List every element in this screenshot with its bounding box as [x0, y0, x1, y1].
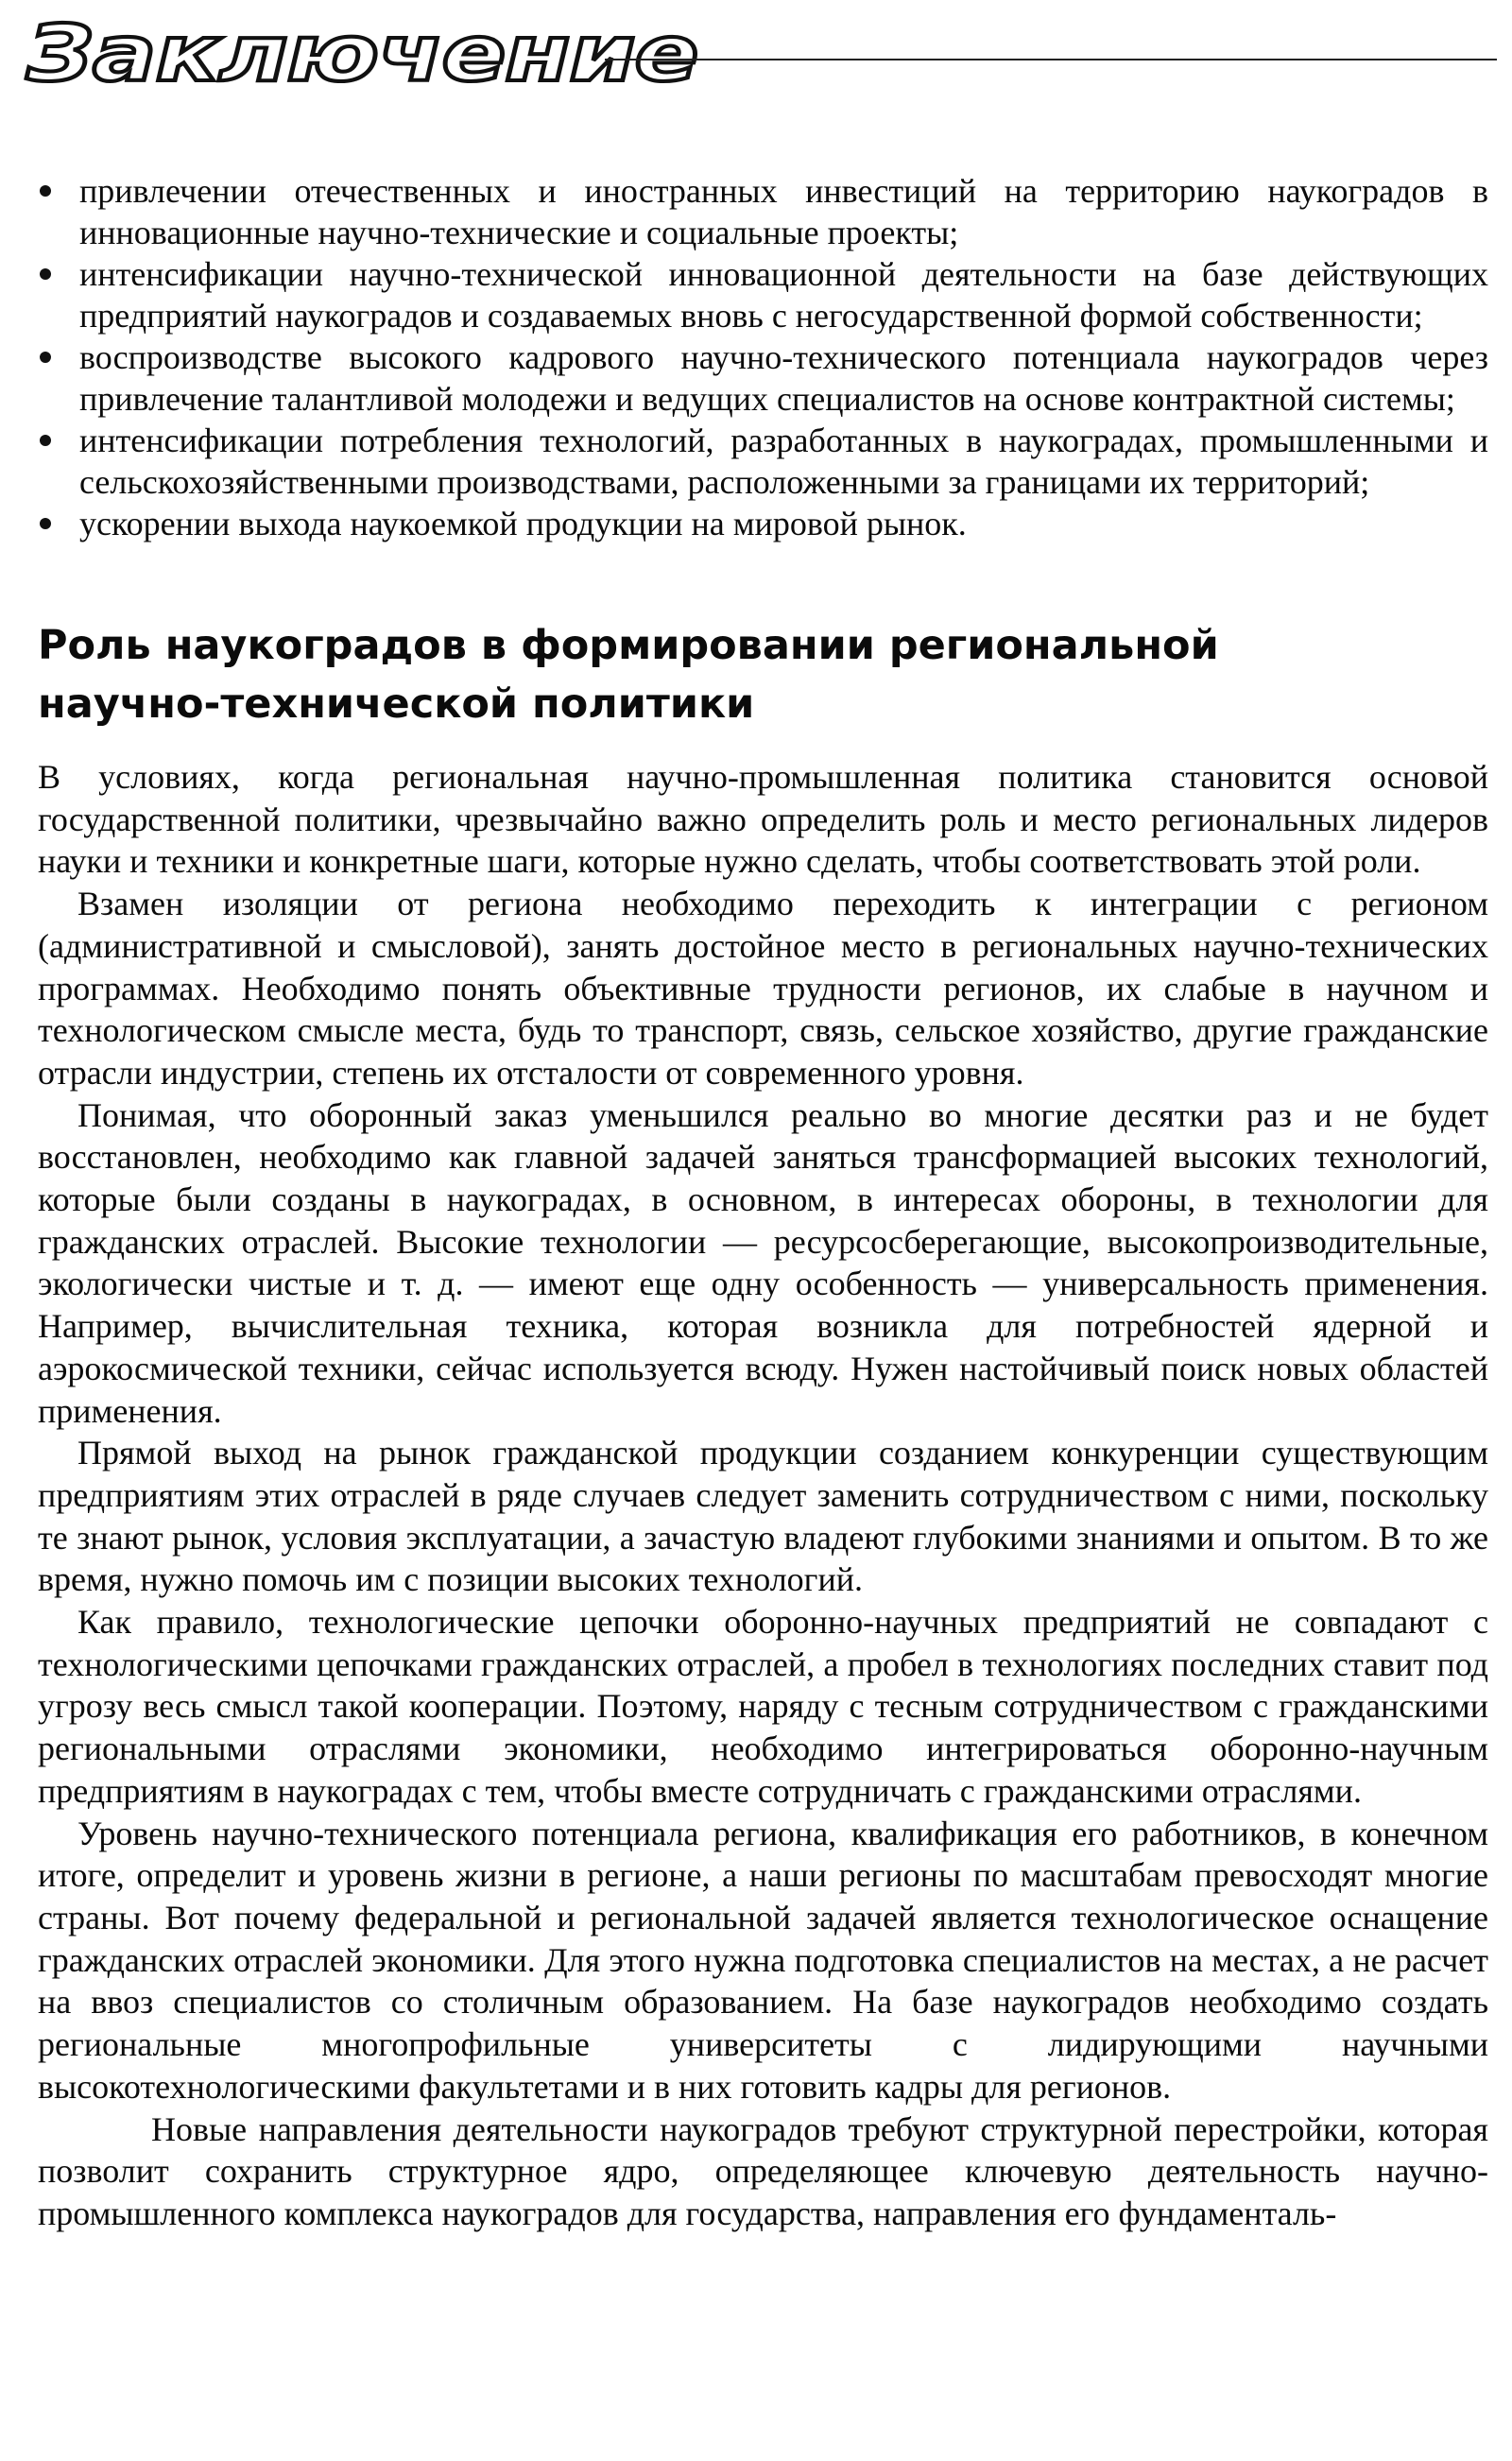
bullet-item: интенсификации научно-технической инновационной деятельности на базе действующих предприятий наукоградов и создаваемых вновь с негосударственной формой собственности;	[38, 253, 1488, 336]
paragraph: Новые направления деятельности наукоградов требуют структурной перестройки, которая позволит сохранить структурное ядро, определяющее ключевую деятельность научно-промышленного комплекса наукоградов для государства, направления его фундаменталь-	[38, 2109, 1488, 2232]
chapter-title: Заключение	[26, 8, 698, 99]
header-rule	[605, 59, 1497, 60]
paragraph: Взамен изоляции от региона необходимо переходить к интеграции с регионом (административной и смысловой), занять достойное место в региональных научно-технических программах. Необходимо понять объективные трудности регионов, их слабые в научном и технологическом смысле места, будь то транспорт, связь, сельское хозяйство, другие гражданские отрасли индустрии, степень их отсталости от современного уровня.	[38, 885, 1488, 1092]
paragraph: Как правило, технологические цепочки оборонно-научных предприятий не совпадают с технологическими цепочками гражданских отраслей, а пробел в технологиях последних ставит под угрозу весь смысл такой кооперации. Поэтому, наряду с тесным сотрудничеством с гражданскими региональными отраслями экономики, необходимо интегрироваться оборонно-научным предприятиям в наукоградах с тем, чтобы вместе сотрудничать с гражданскими отраслями.	[38, 1603, 1488, 1810]
paragraph: Понимая, что оборонный заказ уменьшился реально во многие десятки раз и не будет восстановлен, необходимо как главной задачей заняться трансформацией высоких технологий, которые были созданы в наукоградах, в основном, в интересах обороны, в технологии для гражданских отраслей. Высокие технологии — ресурсосберегающие, высокопроизводительные, экологически чистые и т. д. — имеют еще одну особенность — универсальность применения. Например, вычислительная техника, которая возникла для потребностей ядерной и аэрокосмической техники, сейчас используется всюду. Нужен настойчивый поиск новых областей применения.	[38, 1095, 1488, 1430]
page-header	[0, 0, 1512, 132]
bullet-item: привлечении отечественных и иностранных инвестиций на территорию наукоградов в инновационные научно-технические и социальные проекты;	[38, 170, 1488, 253]
section-body	[38, 756, 1488, 2235]
section-heading: Роль наукоградов в формировании региональной научно-технической политики	[38, 622, 1219, 728]
bullet-item: интенсификации потребления технологий, разработанных в наукоградах, промышленными и сельскохозяйственными производствами, расположенными за границами их территорий;	[38, 420, 1488, 503]
bullet-list	[38, 170, 1488, 544]
paragraph: В условиях, когда региональная научно-промышленная политика становится основой государственной политики, чрезвычайно важно определить роль и место региональных лидеров науки и техники и конкретные шаги, которые нужно сделать, чтобы соответствовать этой роли.	[38, 758, 1488, 881]
bullet-item: ускорении выхода наукоемкой продукции на мировой рынок.	[38, 503, 1488, 544]
bullet-item: воспроизводстве высокого кадрового научно-технического потенциала наукоградов через привлечение талантливой молодежи и ведущих специалистов на основе контрактной системы;	[38, 336, 1488, 420]
paragraph: Прямой выход на рынок гражданской продукции созданием конкуренции существующим предприятиям этих отраслей в ряде случаев следует заменить сотрудничеством с ними, поскольку те знают рынок, условия эксплуатации, а зачастую владеют глубокими знаниями и опытом. В то же время, нужно помочь им с позиции высоких технологий.	[38, 1434, 1488, 1599]
paragraph: Уровень научно-технического потенциала региона, квалификация его работников, в конечном итоге, определит и уровень жизни в регионе, а наши регионы по масштабам превосходят многие страны. Вот почему федеральной и региональной задачей является технологическое оснащение гражданских отраслей экономики. Для этого нужна подготовка специалистов на местах, а не расчет на ввоз специалистов со столичным образованием. На базе наукоградов необходимо создать региональные многопрофильные университеты с лидирующими научными высокотехнологическими факультетами и в них готовить кадры для регионов.	[38, 1814, 1488, 2106]
